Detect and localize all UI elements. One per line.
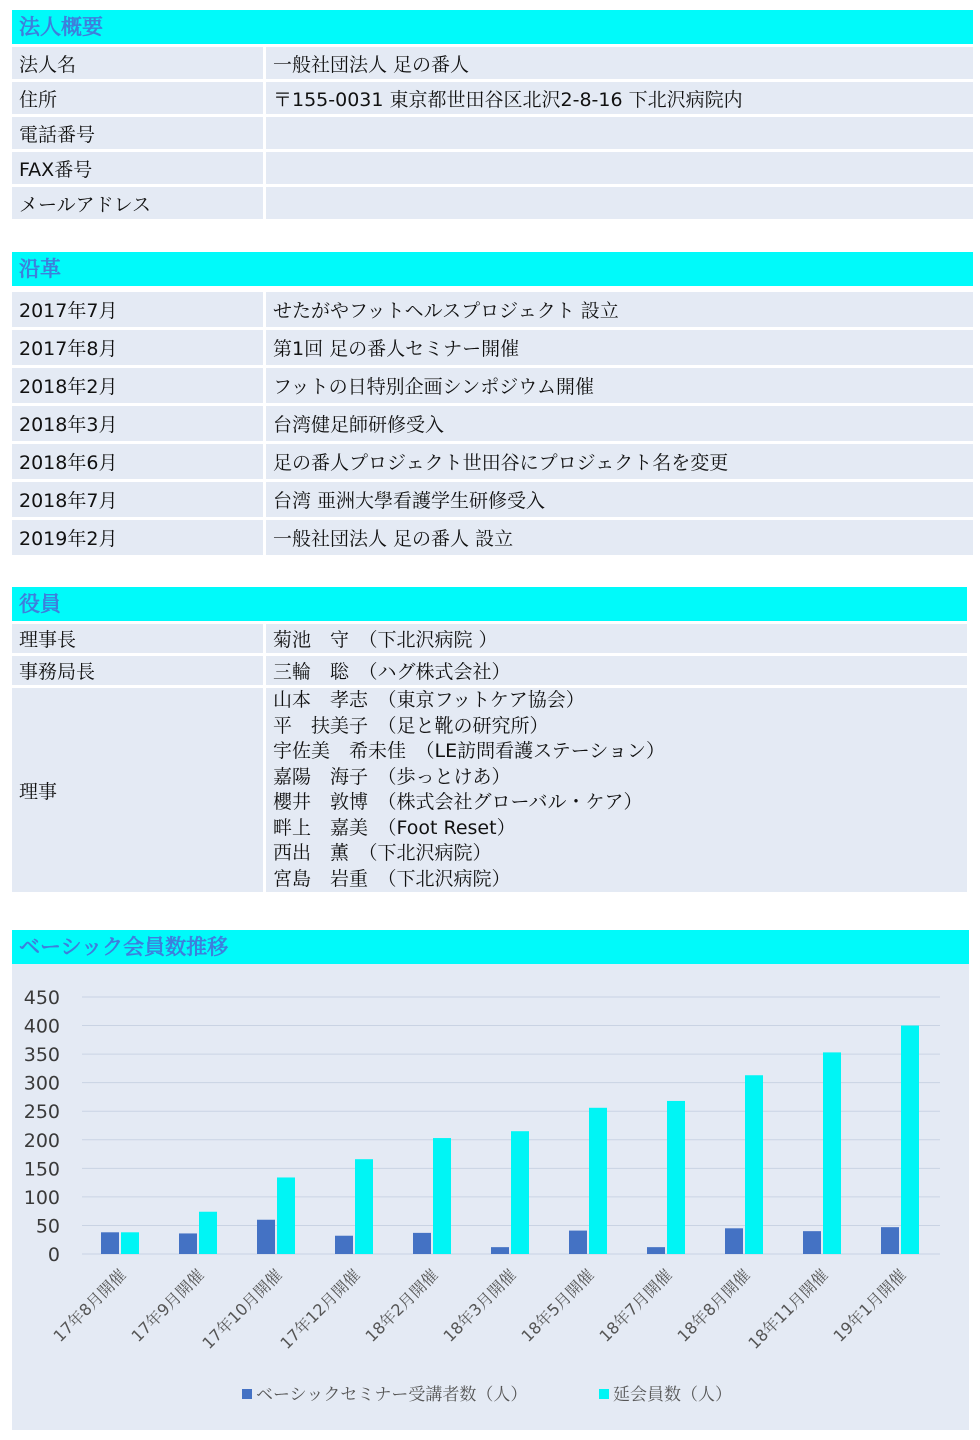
corporate-label: 電話番号 (12, 117, 266, 152)
history-title: 沿革 (12, 252, 973, 286)
x-tick-label: 17年12月開催 (276, 1265, 364, 1353)
history-date: 2018年3月 (12, 406, 266, 444)
history-event: 台湾 亜洲大學看護学生研修受入 (266, 482, 973, 520)
bar (355, 1159, 373, 1254)
history-event: せたがやフットヘルスプロジェクト 設立 (266, 292, 973, 330)
director-member: 平 扶美子 （足と靴の研究所） (273, 714, 549, 737)
corporate-label: FAX番号 (12, 152, 266, 187)
chart-section (12, 930, 969, 1430)
history-event: 足の番人プロジェクト世田谷にプロジェクト名を変更 (266, 444, 973, 482)
history-section (12, 252, 973, 558)
x-tick-label: 18年8月開催 (673, 1265, 754, 1346)
officer-role: 理事 (12, 688, 266, 895)
history-row (12, 406, 973, 444)
legend-label: ベーシックセミナー受講者数（人） (256, 1385, 528, 1405)
history-date: 2017年8月 (12, 330, 266, 368)
director-member: 嘉陽 海子 （歩っとけあ） (273, 765, 511, 788)
bar (823, 1052, 841, 1254)
corporate-value: 〒155-0031 東京都世田谷区北沢2-8-16 下北沢病院内 (266, 82, 973, 117)
bar (647, 1247, 665, 1254)
x-tick-label: 18年7月開催 (595, 1265, 676, 1346)
corporate-row-address (12, 82, 973, 117)
director-member: 西出 薫 （下北沢病院） (273, 842, 492, 864)
corporate-value: 一般社団法人 足の番人 (266, 47, 973, 82)
history-table (12, 292, 973, 558)
officer-person: 三輪 聡 （ハグ株式会社） (266, 656, 967, 688)
legend-label: 延会員数（人） (613, 1385, 732, 1405)
history-row (12, 482, 973, 520)
bar (881, 1227, 899, 1254)
x-tick-label: 18年3月開催 (439, 1265, 520, 1346)
director-member: 宮島 岩重 （下北沢病院） (273, 867, 511, 890)
director-member: 畔上 嘉美 （Foot Reset） (273, 816, 516, 839)
history-row (12, 292, 973, 330)
bar (199, 1212, 217, 1254)
history-row (12, 520, 973, 558)
bar (121, 1232, 139, 1254)
history-event: 一般社団法人 足の番人 設立 (266, 520, 973, 558)
history-row (12, 368, 973, 406)
history-date: 2018年6月 (12, 444, 266, 482)
y-tick-label: 450 (23, 987, 60, 1009)
bar (179, 1233, 197, 1254)
officer-row-chair (12, 624, 967, 656)
officer-row-directors (12, 688, 967, 895)
y-tick-label: 50 (35, 1215, 60, 1238)
bar (745, 1075, 763, 1254)
y-tick-label: 250 (23, 1101, 60, 1124)
corporate-value (266, 187, 973, 222)
history-row (12, 330, 973, 368)
corporate-label: メールアドレス (12, 187, 266, 222)
director-member: 櫻井 敦博 （株式会社グローバル・ケア） (273, 791, 643, 813)
bar (491, 1247, 509, 1254)
bar (433, 1138, 451, 1254)
bar (569, 1231, 587, 1254)
bar (803, 1231, 821, 1254)
history-row (12, 444, 973, 482)
chart-section-title: ベーシック会員数推移 (12, 930, 969, 964)
x-tick-label: 17年8月開催 (49, 1265, 130, 1346)
legend-swatch (242, 1389, 252, 1399)
bar (589, 1108, 607, 1254)
corporate-value (266, 152, 973, 187)
history-event: 第1回 足の番人セミナー開催 (266, 330, 973, 368)
bar (511, 1131, 529, 1254)
history-date: 2017年7月 (12, 292, 266, 330)
y-tick-label: 300 (23, 1072, 60, 1095)
corporate-title: 法人概要 (12, 10, 973, 44)
officers-section (12, 587, 967, 895)
officer-row-secretary (12, 656, 967, 688)
history-date: 2018年2月 (12, 368, 266, 406)
corporate-label: 法人名 (12, 47, 266, 82)
x-tick-label: 18年5月開催 (517, 1265, 598, 1346)
bar (413, 1233, 431, 1254)
officers-table (12, 624, 967, 895)
x-tick-label: 17年9月開催 (127, 1265, 208, 1346)
bar (901, 1026, 919, 1254)
history-event: 台湾健足師研修受入 (266, 406, 973, 444)
director-member: 山本 孝志 （東京フットケア協会） (273, 689, 585, 711)
history-event: フットの日特別企画シンポジウム開催 (266, 368, 973, 406)
corporate-section (12, 10, 973, 222)
y-tick-label: 200 (23, 1129, 60, 1152)
corporate-table (12, 47, 973, 222)
y-tick-label: 400 (23, 1015, 60, 1038)
bar-chart (12, 964, 969, 1430)
history-date: 2018年7月 (12, 482, 266, 520)
x-tick-label: 19年1月開催 (829, 1265, 910, 1346)
chart-area (12, 964, 969, 1430)
y-tick-label: 100 (23, 1186, 60, 1209)
officer-person: 菊池 守 （下北沢病院 ） (266, 624, 967, 656)
corporate-row-name (12, 47, 973, 82)
history-date: 2019年2月 (12, 520, 266, 558)
officers-title: 役員 (12, 587, 967, 621)
x-tick-label: 18年2月開催 (361, 1265, 442, 1346)
bar (667, 1101, 685, 1254)
x-tick-label: 18年11月開催 (744, 1265, 832, 1353)
y-tick-label: 0 (47, 1244, 60, 1266)
corporate-label: 住所 (12, 82, 266, 117)
bar (277, 1177, 295, 1254)
x-tick-label: 17年10月開催 (198, 1265, 286, 1353)
y-tick-label: 350 (23, 1044, 60, 1067)
bar (335, 1236, 353, 1254)
officer-members (266, 688, 967, 895)
bar (101, 1232, 119, 1254)
corporate-row-phone (12, 117, 973, 152)
y-tick-label: 150 (23, 1158, 60, 1181)
director-member: 宇佐美 希未佳 （LE訪問看護ステーション） (273, 740, 665, 762)
officer-role: 事務局長 (12, 656, 266, 688)
bar (725, 1228, 743, 1254)
corporate-value (266, 117, 973, 152)
corporate-row-fax (12, 152, 973, 187)
corporate-row-email (12, 187, 973, 222)
bar (257, 1220, 275, 1254)
legend-swatch (599, 1389, 609, 1399)
officer-role: 理事長 (12, 624, 266, 656)
